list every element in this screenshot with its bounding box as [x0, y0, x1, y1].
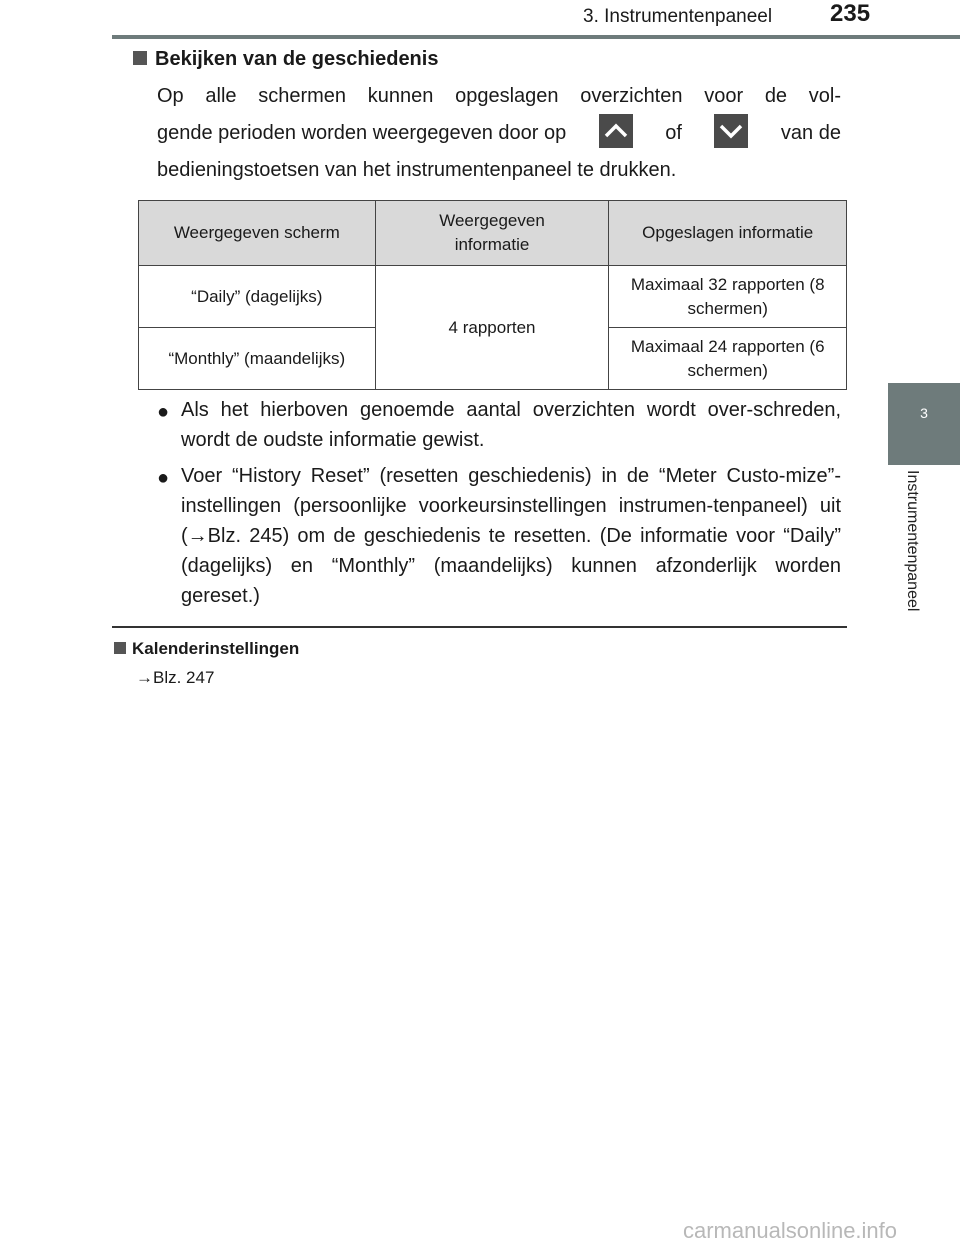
paragraph-line-3: bedieningstoetsen van het instrumentenpaneel te drukken. — [157, 159, 677, 181]
paragraph-line-1: Op alle schermen kunnen opgeslagen overzichten voor de vol- — [157, 85, 841, 107]
paragraph-line-2-text-c: van de — [780, 122, 841, 144]
table-cell-info: 4 rapporten — [375, 266, 609, 390]
table-cell-stored: Maximaal 24 rapporten (6 schermen) — [609, 328, 847, 390]
chapter-tab-number: 3 — [920, 405, 928, 421]
section-heading-text: Bekijken van de geschiedenis — [155, 48, 439, 70]
section-divider — [112, 626, 847, 628]
list-item — [157, 461, 841, 611]
subsection-heading-text: Kalenderinstellingen — [132, 639, 300, 658]
round-bullet-icon: ● — [157, 467, 170, 489]
section-paragraph — [157, 78, 841, 189]
paragraph-line-2-text-a: gende perioden worden weergegeven door op — [157, 122, 567, 144]
list-item-text: Voer “History Reset” (resetten geschiedenis) in de “Meter Custo-mize”-instellingen (persoonlijke voorkeursinstellingen instrumen-tenpaneel) uit (→Blz. 245) om de geschiedenis te resetten. (De informatie voor “Daily” (dagelijks) en “Monthly” (maandelijks) kunnen afzonderlijk worden gereset.) — [181, 465, 841, 607]
page-number: 235 — [830, 0, 871, 27]
table-header-cell: Opgeslagen informatie — [609, 201, 847, 266]
history-table — [138, 200, 847, 390]
list-item-text: Als het hierboven genoemde aantal overzichten wordt over-schreden, wordt de oudste informatie gewist. — [181, 399, 841, 451]
paragraph-line-2 — [157, 115, 841, 152]
list-item — [157, 395, 841, 455]
section-heading — [133, 48, 438, 71]
chapter-tab-label: Instrumentenpaneel — [904, 470, 921, 612]
square-bullet-icon — [133, 51, 147, 65]
subsection-heading — [114, 639, 299, 659]
chapter-tab — [888, 383, 960, 465]
watermark: carmanualsonline.info — [683, 1218, 898, 1243]
table-cell-screen: “Monthly” (maandelijks) — [139, 328, 376, 390]
table-header-row — [139, 201, 847, 266]
bullet-list — [157, 395, 841, 617]
round-bullet-icon: ● — [157, 401, 170, 423]
table-row — [139, 266, 847, 328]
header-section-title: 3. Instrumentenpaneel — [583, 6, 773, 27]
chevron-up-icon — [599, 114, 633, 148]
table-header-cell: Weergegeven informatie — [375, 201, 609, 266]
table-cell-screen: “Daily” (dagelijks) — [139, 266, 376, 328]
paragraph-line-2-text-b: of — [665, 122, 682, 144]
chevron-down-icon — [714, 114, 748, 148]
table-cell-stored: Maximaal 32 rapporten (8 schermen) — [609, 266, 847, 328]
page-reference-link[interactable]: →Blz. 247 — [136, 668, 215, 687]
table-header-cell: Weergegeven scherm — [139, 201, 376, 266]
header-divider — [112, 35, 960, 39]
square-bullet-icon — [114, 642, 126, 654]
